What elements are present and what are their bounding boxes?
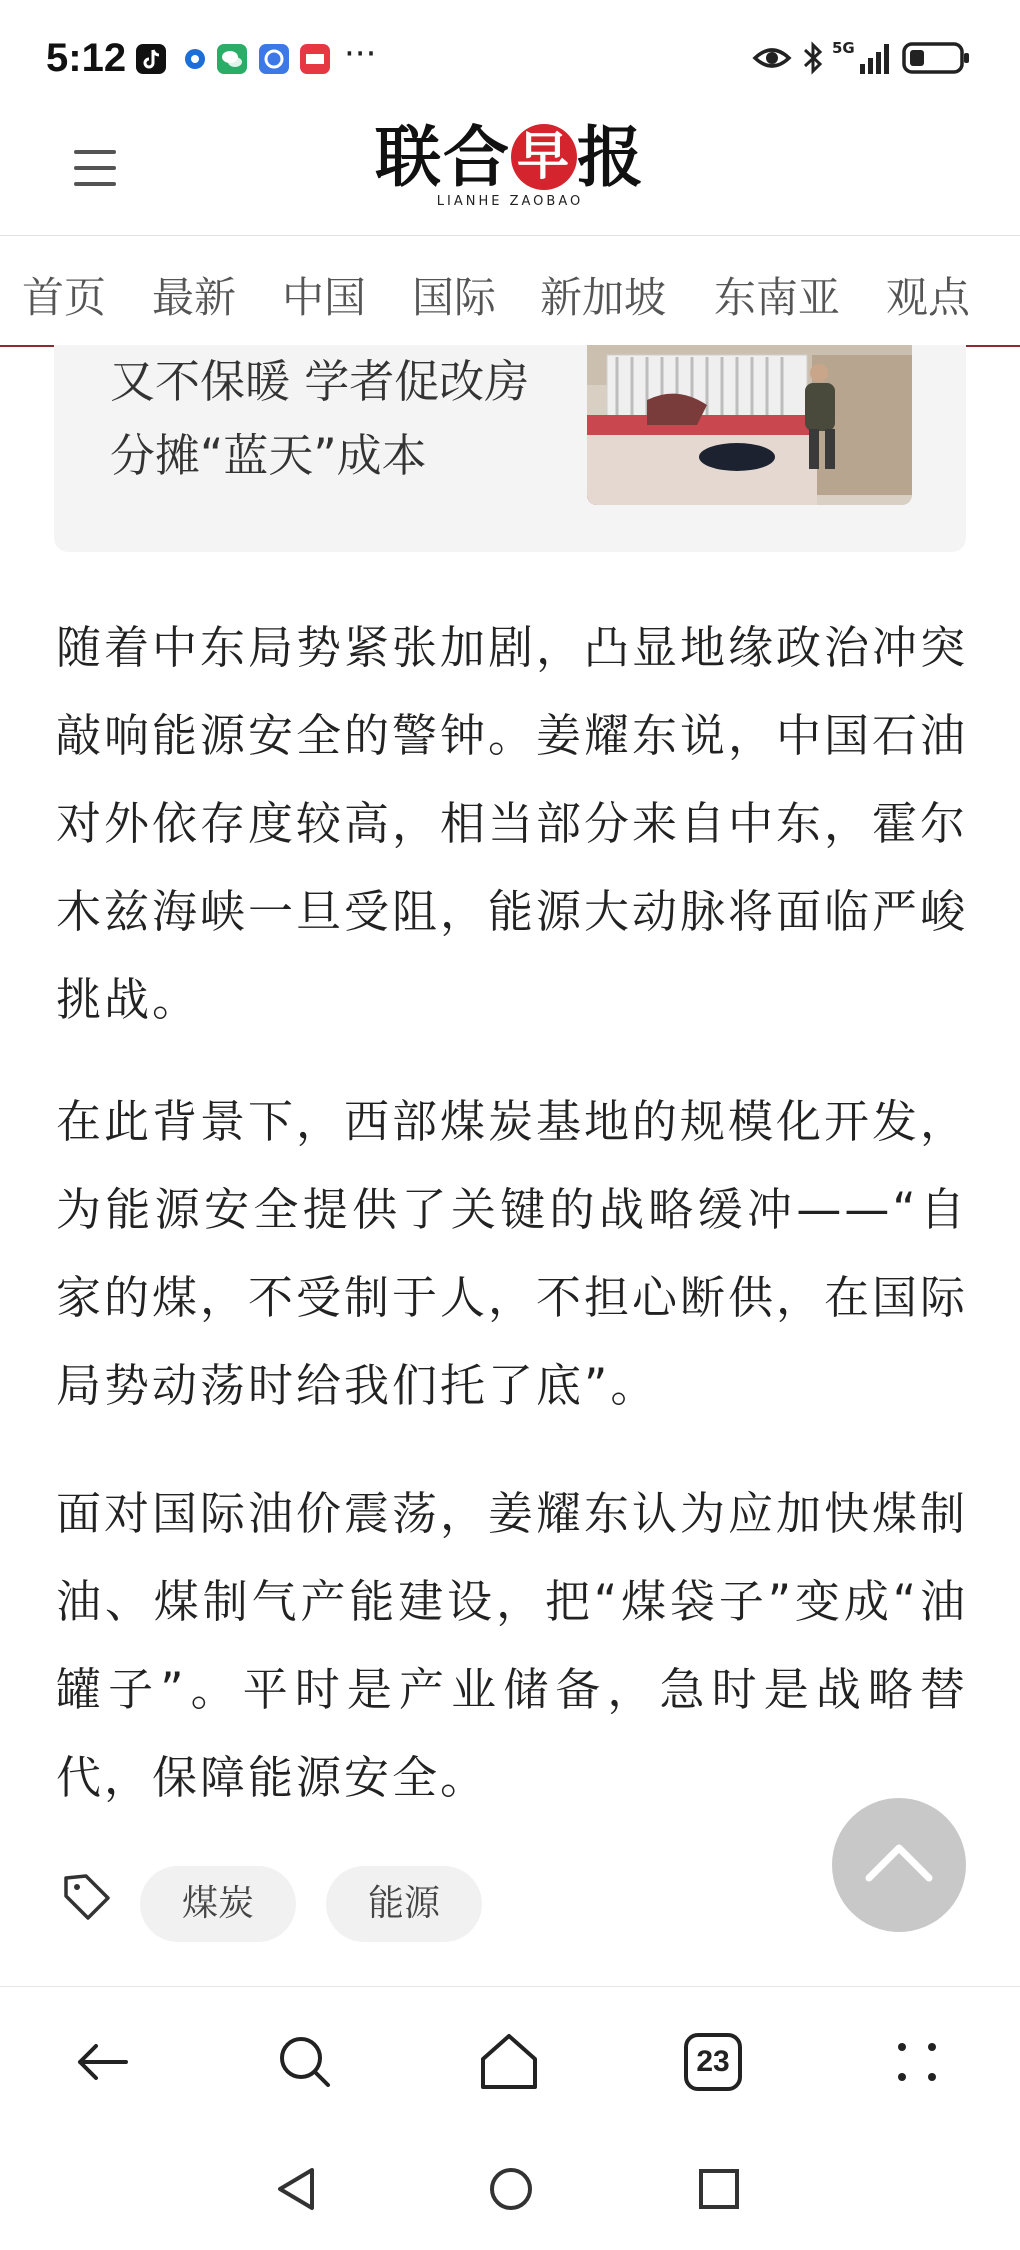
baidu-icon: [180, 44, 210, 74]
nav-item-home[interactable]: 首页: [22, 273, 107, 322]
nav-item-china[interactable]: 中国: [282, 273, 367, 322]
tag-coal[interactable]: 煤炭: [140, 1866, 296, 1942]
back-icon[interactable]: [68, 2027, 138, 2097]
related-article-card[interactable]: [54, 345, 966, 552]
logo-wordmark: 联合 早报: [375, 118, 645, 196]
chevron-up-icon: [832, 1798, 966, 1932]
search-icon[interactable]: [270, 2027, 340, 2097]
tiktok-icon: [136, 44, 166, 74]
home-icon[interactable]: [474, 2027, 544, 2097]
logo-subtitle: LIANHE ZAOBAO: [436, 194, 584, 209]
article-paragraph: 在此背景下，西部煤炭基地的规模化开发，为能源安全提供了关键的战略缓冲——“自家的煤，不受制于人，不担心断供，在国际局势动荡时给我们托了底”。: [56, 1095, 969, 1412]
back-triangle-icon[interactable]: [272, 2164, 322, 2218]
more-notifications: ···: [344, 34, 377, 74]
menu-icon[interactable]: [74, 150, 116, 190]
battery-icon: [902, 38, 972, 82]
system-nav-bar: [0, 2136, 1020, 2250]
article-paragraph: 面对国际油价震荡，姜耀东认为应加快煤制油、煤制气产能建设，把“煤袋子”变成“油罐子”。平时是产业储备，急时是战略替代，保障能源安全。: [56, 1487, 969, 1804]
related-article-thumbnail: [587, 345, 912, 505]
status-time: 5:12: [46, 36, 127, 80]
tag-icon: [60, 1870, 114, 1928]
nav-item-opinion[interactable]: 观点: [886, 273, 971, 322]
site-logo[interactable]: [360, 118, 660, 218]
assistant-icon: [259, 44, 289, 74]
browser-toolbar: [0, 1986, 1020, 2137]
nav-item-southeast-asia[interactable]: 东南亚: [714, 273, 841, 322]
wechat-icon: [217, 44, 247, 74]
article-paragraph: 随着中东局势紧张加剧，凸显地缘政治冲突敲响能源安全的警钟。姜耀东说，中国石油对外依存度较高，相当部分来自中东，霍尔木兹海峡一旦受阻，能源大动脉将面临严峻挑战。: [56, 621, 969, 1026]
nav-item-singapore[interactable]: 新加坡: [540, 273, 667, 322]
tag-energy[interactable]: 能源: [326, 1866, 482, 1942]
back-to-top-button[interactable]: [832, 1798, 966, 1932]
eye-icon: [752, 38, 792, 82]
nav-item-international[interactable]: 国际: [412, 273, 497, 322]
signal-icon: [858, 38, 896, 82]
nav-item-latest[interactable]: 最新: [152, 273, 237, 322]
related-article-title: 又不保暖 学者促改房 分摊“蓝天”成本: [110, 355, 530, 482]
tabs-icon[interactable]: [678, 2027, 748, 2097]
home-circle-icon[interactable]: [486, 2164, 536, 2218]
bluetooth-icon: [800, 38, 826, 82]
more-icon[interactable]: [882, 2027, 952, 2097]
section-nav: [0, 237, 1020, 347]
status-bar: [0, 0, 1020, 115]
news-app-icon: [300, 44, 330, 74]
tab-count: 23: [696, 2045, 730, 2078]
network-type: 5G: [832, 39, 855, 57]
recents-square-icon[interactable]: [694, 2164, 744, 2218]
